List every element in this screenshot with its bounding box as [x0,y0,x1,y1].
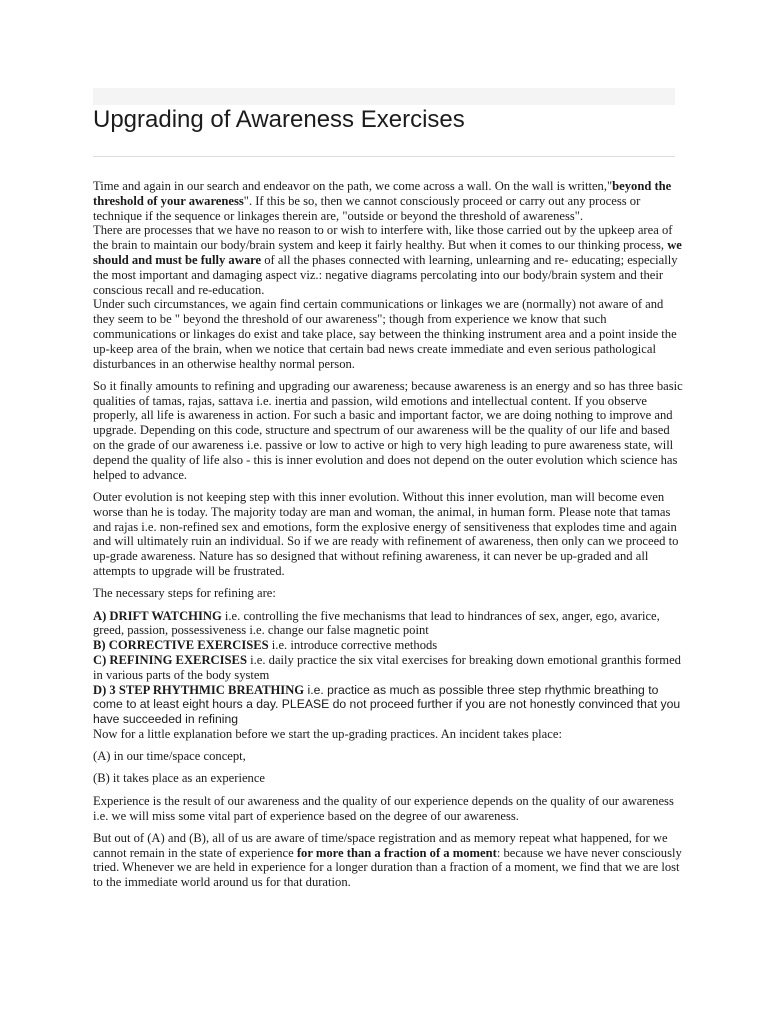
paragraph-steps-intro: The necessary steps for refining are: [93,586,276,601]
step-c-heading: C) REFINING EXERCISES [93,652,247,667]
step-b-heading: B) CORRECTIVE EXERCISES [93,638,269,653]
text-run: There are processes that we have no reason to or wish to interfere with, like those carried out by the upkeep area of the brain to maintain our body/brain system and keep it fairly healthy. But when it comes to our thinking process, [93,223,673,253]
paragraph-processes [93,223,683,297]
paragraph-experience: Experience is the result of our awareness and the quality of our experience depends on the quality of our awareness i.e. we will miss some vital part of experience based on the degree of our awareness. [93,793,674,823]
step-b-text: i.e. introduce corrective methods [268,638,438,653]
text-run: Time and again in our search and endeavor on the path, we come across a wall. On the wall is written," [93,179,613,193]
paragraph-point-b: (B) it takes place as an experience [93,771,266,786]
explanation-lead: Now for a little explanation before we start the up-grading practices. An incident takes place: [93,726,562,741]
text-run: But out of (A) and (B), all of us are aware of time/space registration and as memory repeat what happened, for we cannot remain in the state of experience [93,830,668,860]
document-body [93,179,683,890]
text-run: of all the phases connected with learning, unlearning and re- educating; especially the most important and damaging aspect viz.: negative diagrams percolating into our body/brain system and their conscious recall and re-education. [93,252,678,297]
step-a-text: i.e. controlling the five mechanisms that lead to hindrances of sex, anger, ego, avarice, greed, passion, possessiveness i.e. change our false magnetic point [93,608,660,638]
bold-phrase: we should and must be fully aware [93,238,682,267]
header-band [93,88,675,105]
paragraph-outer-evolution: Outer evolution is not keeping step with this inner evolution. Without this inner evolution, man will become even worse than he is today. The majority today are man and woman, the animal, in human form. Please note that tamas and rajas i.e. non-refined sex and emotions, form the explosive energy of sensitiveness that explodes time and again and will ultimately ruin an individual. So if we are ready with refinement of awareness, then only can we proceed to up-grade awareness. Nature has so designed that without refining awareness, it can never be up-graded and all attempts to upgrade will be frustrated. [93,489,679,578]
paragraph-refining-awareness: So it finally amounts to refining and upgrading our awareness; because awareness is an energy and so has three basic qualities of tamas, rajas, sattava i.e. inertia and passion, wild emotions and intellectual content. If you observe properly, all life is awareness in action. For such a basic and important factor, we are doing nothing to improve and upgrade. Depending on this code, structure and spectrum of our awareness will be the quality of our life and based on the grade of our awareness i.e. passive or low to active or high to very high leading to pure awareness state, will depend the quality of life also - this is inner evolution and does not depend on the outer evolution which science has helped to advance. [93,378,683,482]
title-divider [93,156,675,157]
step-d-text: i.e. practice as much as possible three step rhythmic breathing to come to at least eight hours a day. PLEASE do not proceed further if you are not honestly convinced that you have succeeded in refining [93,682,681,727]
steps-list [93,609,683,742]
step-a-heading: A) DRIFT WATCHING [93,608,222,623]
paragraph-point-a: (A) in our time/space concept, [93,749,246,764]
text-run: : because we have never consciously tried. Whenever we are held in experience for a longer duration than a fraction of a moment, we find that we are lost to the immediate world around us for that duration. [93,845,682,890]
step-c-text: i.e. daily practice the six vital exercises for breaking down emotional granthis formed in various parts of the body system [93,652,681,682]
bold-phrase: for more than a fraction of a moment [296,845,497,860]
text-run: ". If this be so, then we cannot consciously proceed or carry out any process or technique if the sequence or linkages therein are, "outside or beyond the threshold of awareness". [93,193,641,223]
bold-phrase: beyond the threshold of your awareness [93,179,672,208]
page-title: Upgrading of Awareness Exercises [93,106,465,133]
paragraph-intro [93,179,683,223]
step-d-heading: D) 3 STEP RHYTHMIC BREATHING [93,682,305,697]
paragraph-circumstances: Under such circumstances, we again find certain communications or linkages we are (normally) not aware of and they seem to be " beyond the threshold of our awareness"; though from experience we know that such communications or linkages do exist and take place, say between the thinking instrument area and a point inside the up-keep area of the brain, when we notice that certain bad news create immediate and even serious pathological disturbances in an otherwise healthy normal person. [93,297,677,371]
paragraph-time-space [93,831,683,890]
